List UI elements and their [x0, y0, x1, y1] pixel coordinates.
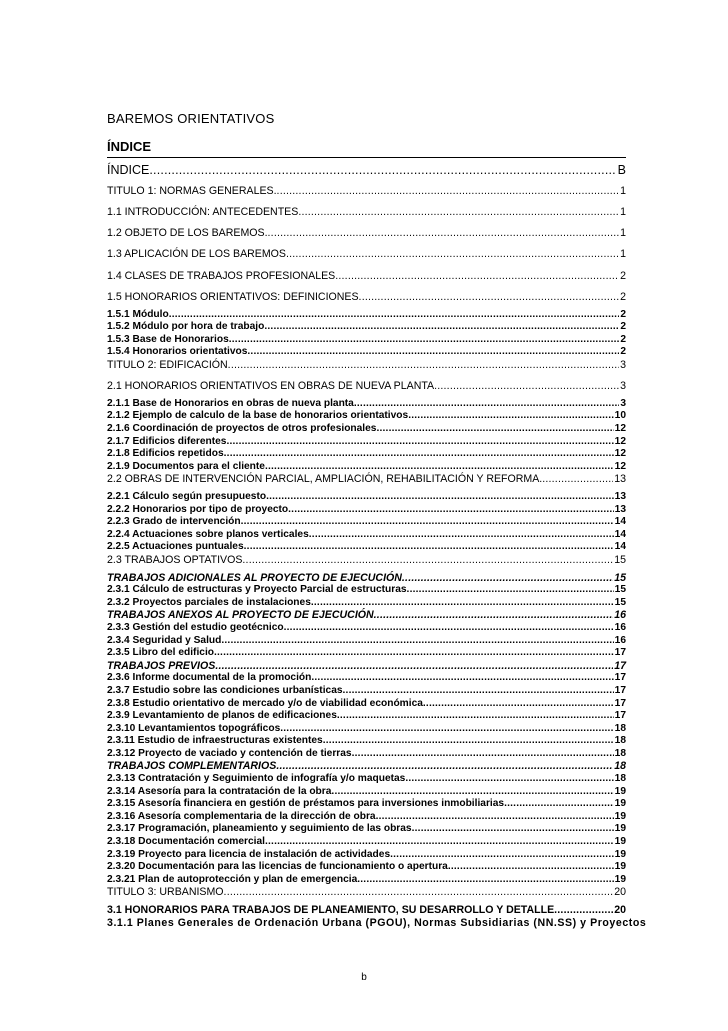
toc-entry-page: 18: [614, 722, 626, 734]
toc-entry-page: 19: [614, 873, 626, 885]
toc-entry-page: 1: [620, 248, 626, 261]
toc-entry-title: 2.3.13 Contratación y Seguimiento de infografía y/o maquetas: [107, 773, 406, 785]
toc-entry-page: 2: [620, 308, 626, 320]
toc-entry-title: 2.1.8 Edificios repetidos: [107, 448, 224, 460]
toc-leader-dots: [241, 516, 614, 528]
toc-entry-title: TRABAJOS PREVIOS: [107, 659, 216, 672]
toc-entry-page: 14: [614, 541, 626, 553]
toc-entry[interactable]: [107, 710, 626, 723]
toc-entry-page: 1: [620, 205, 626, 218]
toc-entry-page: 18: [614, 773, 626, 785]
toc-entry-page: 16: [614, 609, 626, 622]
toc-entry-page: 2: [620, 290, 626, 303]
toc-leader-dots: [298, 206, 619, 218]
toc-entry[interactable]: [107, 473, 626, 491]
toc-entry-title: 2.3 TRABAJOS OPTATIVOS: [107, 553, 243, 566]
heading-underline: [107, 157, 626, 158]
toc-entry-title: 1.5 HONORARIOS ORIENTATIVOS: DEFINICIONES: [107, 290, 359, 303]
toc-entry-page: 2: [620, 321, 626, 333]
toc-entry[interactable]: [107, 164, 626, 185]
toc-leader-dots: [390, 849, 614, 861]
toc-leader-dots: [434, 380, 619, 392]
toc-entry-title: 2.2.5 Actuaciones puntuales: [107, 541, 244, 553]
toc-entry-page: 15: [614, 584, 626, 596]
toc-entry-title: ÍNDICE: [107, 163, 150, 177]
toc-entry-title: 2.3.18 Documentación comercial: [107, 836, 265, 848]
toc-entry-page: 17: [614, 697, 626, 709]
toc-leader-dots: [265, 836, 614, 848]
toc-entry-title: 2.1.2 Ejemplo de calculo de la base de honorarios orientativos: [107, 410, 409, 422]
toc-entry[interactable]: [107, 541, 626, 554]
toc-entry-page: 19: [614, 836, 626, 848]
toc-leader-dots: [244, 541, 614, 553]
toc-entry-title: 2.3.15 Asesoría financiera en gestión de préstamos para inversiones inmobiliarias: [107, 798, 505, 810]
toc-leader-dots: [354, 398, 619, 410]
toc-entry-title: 2.1.9 Documentos para el cliente: [107, 460, 265, 472]
toc-entry-title: 2.2 OBRAS DE INTERVENCIÓN PARCIAL, AMPLIACIÓN, REHABILITACIÓN Y REFORMA.: [107, 473, 543, 486]
toc-entry-page: 12: [614, 435, 626, 447]
toc-entry-page: 20: [614, 904, 626, 916]
toc-leader-dots: [268, 227, 620, 239]
toc-entry-title: 1.4 CLASES DE TRABAJOS PROFESIONALES: [107, 269, 336, 282]
toc-entry-page: 3: [620, 358, 626, 371]
toc-entry-title: 2.1.7 Edificios diferentes: [107, 435, 227, 447]
toc-entry[interactable]: [107, 786, 626, 799]
toc-entry[interactable]: [107, 685, 626, 698]
toc-leader-dots: [242, 554, 613, 566]
toc-leader-dots: [337, 710, 614, 722]
toc-entry-page: B: [617, 163, 626, 177]
toc-entry[interactable]: [107, 584, 626, 597]
toc-entry[interactable]: [107, 461, 626, 474]
toc-leader-dots: [221, 635, 613, 647]
toc-entry[interactable]: [107, 227, 626, 248]
toc-entry-page: 19: [614, 823, 626, 835]
toc-entry[interactable]: [107, 660, 626, 673]
toc-entry[interactable]: [107, 346, 626, 359]
toc-entry[interactable]: [107, 185, 626, 206]
toc-entry-title: 1.1 INTRODUCCIÓN: ANTECEDENTES: [107, 205, 299, 218]
toc-leader-dots: [284, 622, 614, 634]
toc-entry-title: 3.1.1 Planes Generales de Ordenación Urbana (PGOU), Normas Subsidiarias (NN.SS) y Proyectos: [107, 916, 647, 929]
toc-entry-page: 17: [614, 672, 626, 684]
toc-leader-dots: [407, 584, 614, 596]
toc-leader-dots: [402, 572, 613, 584]
toc-entry-title: 2.2.4 Actuaciones sobre planos verticales: [107, 528, 309, 540]
toc-entry-page: 15: [614, 553, 626, 566]
toc-leader-dots: [264, 321, 619, 333]
toc-entry-page: 3: [620, 380, 626, 393]
toc-entry-page: 20: [614, 886, 626, 899]
toc-entry[interactable]: [107, 836, 626, 849]
toc-entry-page: 19: [614, 861, 626, 873]
toc-entry-title: 2.3.4 Seguridad y Salud: [107, 634, 222, 646]
toc-leader-dots: [309, 529, 614, 541]
toc-entry-title: 2.3.1 Cálculo de estructuras y Proyecto Parcial de estructuras: [107, 584, 407, 596]
toc-entry-title: 2.3.19 Proyecto para licencia de instalación de actividades: [107, 848, 391, 860]
toc-entry[interactable]: [107, 609, 626, 622]
toc-entry-page: 13: [614, 503, 626, 515]
toc-entry-title: 2.3.3 Gestión del estudio geotécnico: [107, 621, 284, 633]
toc-entry[interactable]: [107, 309, 626, 322]
toc-entry[interactable]: [107, 760, 626, 773]
toc-entry-page: 2: [620, 269, 626, 282]
toc-entry-title: 2.3.8 Estudio orientativo de mercado y/o de viabilidad económica: [107, 697, 423, 709]
toc-leader-dots: [224, 448, 614, 460]
toc-entry[interactable]: [107, 916, 647, 930]
toc-entry-title: TRABAJOS ANEXOS AL PROYECTO DE EJECUCIÓN: [107, 609, 374, 622]
toc-entry[interactable]: [107, 597, 626, 610]
toc-entry-title: 2.1.6 Coordinación de proyectos de otros profesionales: [107, 423, 377, 435]
toc-leader-dots: [276, 760, 613, 772]
toc-entry-page: 17: [614, 659, 626, 672]
toc-entry[interactable]: [107, 622, 626, 635]
toc-entry-title: 2.2.2 Honorarios por tipo de proyecto: [107, 503, 289, 515]
toc-entry-page: 12: [614, 448, 626, 460]
toc-leader-dots: [343, 685, 614, 697]
toc-entry-page: 13: [614, 473, 626, 486]
toc-entry-title: 2.3.10 Levantamientos topográficos: [107, 722, 281, 734]
toc-entry-title: 1.3 APLICACIÓN DE LOS BAREMOS: [107, 248, 286, 261]
toc-entry[interactable]: [107, 861, 626, 874]
toc-leader-dots: [405, 773, 613, 785]
toc-entry-page: 16: [614, 621, 626, 633]
toc-entry[interactable]: [107, 874, 626, 887]
toc-leader-dots: [311, 597, 614, 609]
toc-leader-dots: [226, 436, 613, 448]
toc-entry-page: 13: [614, 491, 626, 502]
toc-entry-page: 19: [614, 798, 626, 810]
toc-entry[interactable]: [107, 504, 626, 517]
toc-entry[interactable]: [107, 723, 626, 736]
toc-entry[interactable]: [107, 334, 626, 347]
document-title: BAREMOS ORIENTATIVOS: [107, 111, 275, 126]
toc-entry-title: 1.5.4 Honorarios orientativos: [107, 346, 248, 358]
toc-entry-title: 2.3.9 Levantamiento de planos de edificaciones: [107, 710, 337, 722]
toc-entry-title: TRABAJOS ADICIONALES AL PROYECTO DE EJECUCIÓN: [107, 571, 402, 584]
toc-entry[interactable]: [107, 380, 626, 398]
toc-entry[interactable]: [107, 436, 626, 449]
toc-entry-title: 2.3.2 Proyectos parciales de instalaciones: [107, 596, 311, 608]
toc-entry-page: 18: [614, 760, 626, 773]
toc-entry-page: 10: [614, 410, 626, 422]
toc-leader-dots: [352, 748, 614, 760]
toc-entry-title: 2.3.7 Estudio sobre las condiciones urbanísticas: [107, 684, 343, 696]
toc-leader-dots: [149, 164, 616, 176]
toc-leader-dots: [323, 735, 614, 747]
toc-entry[interactable]: [107, 529, 626, 542]
toc-entry[interactable]: [107, 398, 626, 411]
toc-entry-page: 15: [614, 571, 626, 584]
toc-leader-dots: [169, 309, 620, 321]
toc-entry-title: 2.3.14 Asesoría para la contratación de la obra: [107, 785, 332, 797]
toc-entry-title: 2.3.12 Proyecto de vaciado y contención de tierras: [107, 747, 352, 759]
toc-entry-page: 14: [614, 528, 626, 540]
toc-leader-dots: [542, 473, 613, 485]
toc-entry-page: 12: [614, 460, 626, 472]
toc-entry-title: 2.3.5 Libro del edificio: [107, 647, 214, 659]
toc-entry[interactable]: [107, 647, 626, 660]
toc-leader-dots: [215, 660, 613, 672]
toc-entry[interactable]: [107, 554, 626, 572]
toc-leader-dots: [554, 904, 613, 916]
toc-entry[interactable]: [107, 886, 626, 904]
toc-entry[interactable]: [107, 698, 626, 711]
toc-entry-title: 2.3.16 Asesoría complementaria de la dirección de obra: [107, 810, 376, 822]
toc-entry-title: 2.3.6 Informe documental de la promoción: [107, 672, 312, 684]
toc-entry-title: TITULO 2: EDIFICACIÓN: [107, 358, 228, 371]
toc-entry[interactable]: [107, 206, 626, 227]
toc-entry[interactable]: [107, 291, 626, 309]
toc-leader-dots: [229, 334, 620, 346]
toc-entry-page: 18: [614, 735, 626, 747]
toc-entry[interactable]: [107, 423, 626, 436]
toc-leader-dots: [376, 811, 614, 823]
toc-leader-dots: [228, 359, 619, 371]
toc-entry-page: 15: [614, 596, 626, 608]
toc-entry-title: 2.2.1 Cálculo según presupuesto: [107, 491, 267, 502]
toc-leader-dots: [335, 270, 619, 282]
toc-entry[interactable]: [107, 321, 626, 334]
toc-entry-title: 2.1 HONORARIOS ORIENTATIVOS EN OBRAS DE NUEVA PLANTA: [107, 380, 435, 393]
toc-entry[interactable]: [107, 410, 626, 423]
toc-entry-page: 3: [620, 397, 626, 409]
toc-entry-title: 2.3.21 Plan de autoprotección y plan de emergencia: [107, 873, 358, 885]
toc-entry[interactable]: [107, 491, 626, 504]
toc-entry[interactable]: [107, 248, 626, 269]
toc-leader-dots: [423, 698, 614, 710]
page-number: b: [361, 972, 367, 983]
toc-leader-dots: [359, 291, 620, 303]
toc-entry-page: 1: [620, 227, 626, 240]
toc-entry-title: 2.3.17 Programación, planeamiento y seguimiento de las obras: [107, 823, 412, 835]
toc-entry-title: 1.5.3 Base de Honorarios: [107, 333, 229, 345]
toc-entry-title: 3.1 HONORARIOS PARA TRABAJOS DE PLANEAMIENTO, SU DESARROLLO Y DETALLE: [107, 904, 555, 916]
toc-leader-dots: [408, 410, 613, 422]
toc-entry[interactable]: [107, 823, 626, 836]
toc-entry[interactable]: [107, 849, 626, 862]
toc-entry-title: 1.2 OBJETO DE LOS BAREMOS.: [107, 227, 268, 240]
toc-leader-dots: [311, 672, 613, 684]
toc-entry-page: 12: [614, 423, 626, 435]
toc-leader-dots: [412, 823, 614, 835]
toc-leader-dots: [448, 861, 614, 873]
toc-entry-title: 2.2.3 Grado de intervención: [107, 516, 241, 528]
toc-entry-page: 14: [614, 516, 626, 528]
toc-entry-title: 2.1.1 Base de Honorarios en obras de nueva planta: [107, 397, 354, 409]
toc-entry[interactable]: [107, 672, 626, 685]
toc-leader-dots: [280, 723, 613, 735]
toc-leader-dots: [247, 346, 619, 358]
toc-entry-page: 17: [614, 710, 626, 722]
toc-entry-title: 2.3.11 Estudio de infraestructuras existentes: [107, 735, 323, 747]
toc-entry[interactable]: [107, 811, 626, 824]
toc-entry[interactable]: [107, 448, 626, 461]
toc-entry-title: 1.5.1 Módulo: [107, 308, 169, 320]
toc-entry-page: 2: [620, 346, 626, 358]
toc-leader-dots: [331, 786, 613, 798]
toc-leader-dots: [376, 423, 613, 435]
toc-entry[interactable]: [107, 572, 626, 585]
toc-leader-dots: [266, 491, 614, 503]
toc-entry-title: TRABAJOS COMPLEMENTARIOS: [107, 760, 277, 773]
toc-entry[interactable]: [107, 904, 626, 917]
toc-leader-dots: [504, 798, 614, 810]
toc-entry[interactable]: [107, 748, 626, 761]
toc-entry-page: 19: [614, 810, 626, 822]
toc-entry[interactable]: [107, 798, 626, 811]
table-of-contents: [107, 163, 647, 929]
toc-entry-title: 2.3.20 Documentación para las licencias de funcionamiento o apertura: [107, 861, 448, 873]
toc-entry-page: 1: [620, 184, 626, 197]
toc-entry[interactable]: [107, 635, 626, 648]
toc-leader-dots: [265, 461, 614, 473]
index-heading: ÍNDICE: [107, 139, 152, 154]
toc-leader-dots: [286, 248, 619, 260]
toc-entry-page: 2: [620, 333, 626, 345]
toc-leader-dots: [277, 185, 620, 197]
toc-entry-title: TITULO 3: URBANISMO: [107, 886, 224, 899]
toc-entry[interactable]: [107, 735, 626, 748]
toc-entry-page: 17: [614, 647, 626, 659]
toc-leader-dots: [224, 886, 614, 898]
toc-leader-dots: [214, 647, 614, 659]
toc-leader-dots: [288, 504, 614, 516]
toc-entry-page: 19: [614, 785, 626, 797]
toc-entry-title: 1.5.2 Módulo por hora de trabajo: [107, 321, 265, 333]
toc-leader-dots: [374, 609, 614, 621]
toc-entry-page: 17: [614, 684, 626, 696]
toc-leader-dots: [357, 874, 613, 886]
toc-entry[interactable]: [107, 516, 626, 529]
toc-entry[interactable]: [107, 270, 626, 291]
toc-entry-page: 18: [614, 747, 626, 759]
toc-entry[interactable]: [107, 773, 626, 786]
toc-entry[interactable]: [107, 359, 626, 380]
toc-entry-page: 16: [614, 634, 626, 646]
toc-entry-title: TITULO 1: NORMAS GENERALES.: [107, 184, 277, 197]
toc-entry-page: 19: [614, 848, 626, 860]
